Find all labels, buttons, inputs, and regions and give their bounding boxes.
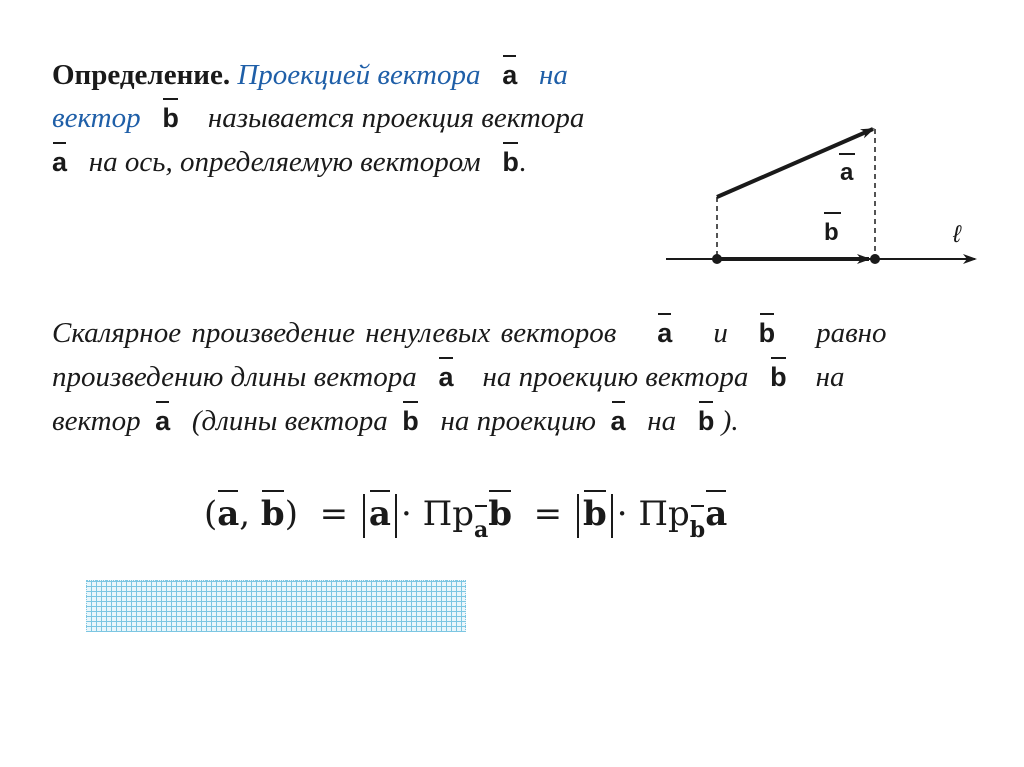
vector-b-symbol: b	[162, 103, 179, 133]
vector-a-label: a	[840, 159, 854, 186]
scalar-text: на проекцию	[440, 405, 596, 437]
vector-b-symbol: b	[402, 406, 419, 436]
projection-diagram	[640, 110, 1010, 280]
abs-bar	[395, 494, 397, 538]
scalar-text: и	[713, 317, 728, 349]
definition-line-1	[52, 58, 568, 92]
formula-projection: Пр	[422, 494, 474, 534]
formula-vector-b: b	[582, 494, 607, 534]
vector-a-symbol: a	[155, 406, 171, 436]
formula-vector-a: a	[217, 494, 240, 534]
definition-term: Определение.	[52, 59, 231, 91]
abs-bar	[577, 494, 579, 538]
vector-b-symbol: b	[502, 147, 519, 177]
vector-a-symbol: a	[657, 318, 673, 348]
scalar-text: на	[815, 361, 845, 393]
scalar-text: произведению длины вектора	[52, 361, 417, 393]
formula-comma: ,	[239, 494, 251, 534]
vector-a-symbol: a	[502, 60, 518, 90]
definition-text: вектор	[52, 102, 141, 134]
formula-equals: =	[533, 494, 563, 534]
scalar-text: (длины вектора	[191, 405, 388, 437]
abs-bar	[611, 494, 613, 538]
formula-vector-b: b	[260, 494, 285, 534]
projection-point	[712, 254, 722, 264]
vector-a-symbol: a	[52, 147, 68, 177]
definition-text: называется проекция вектора	[207, 102, 585, 134]
formula-dot: ·	[400, 494, 412, 534]
formula-vector-a: a	[705, 494, 728, 534]
formula-dot: ·	[616, 494, 628, 534]
definition-line-3	[52, 145, 526, 179]
vector-b-symbol: b	[770, 362, 787, 392]
formula-vector-b: b	[488, 494, 513, 534]
formula-projection: Пр	[638, 494, 690, 534]
vector-a-symbol: a	[438, 362, 454, 392]
scalar-text: равно	[816, 317, 887, 349]
vector-a-symbol: a	[610, 406, 626, 436]
formula-equals: =	[319, 494, 349, 534]
vector-b-symbol: b	[758, 318, 776, 348]
scalar-text: на проекцию вектора	[482, 361, 749, 393]
projection-point	[870, 254, 880, 264]
scalar-line-2	[52, 360, 845, 394]
scalar-line-1	[52, 316, 887, 350]
definition-text: Проекцией вектора	[237, 59, 481, 91]
scalar-text: вектор	[52, 405, 141, 437]
formula-paren-open: (	[204, 494, 218, 534]
axis-label: ℓ	[953, 221, 961, 248]
scalar-line-3	[52, 404, 739, 438]
formula-vector-a: a	[368, 494, 391, 534]
abs-bar	[363, 494, 365, 538]
definition-text: на	[538, 59, 568, 91]
definition-line-2	[52, 101, 584, 135]
formula-subscript-a: a	[474, 508, 488, 552]
formula-subscript-b: b	[690, 508, 705, 552]
period: .	[518, 146, 527, 178]
vector-b-label: b	[824, 219, 839, 246]
formula-paren-close: )	[284, 494, 298, 534]
vector-b-symbol: b	[697, 406, 715, 436]
scalar-text: ).	[721, 405, 739, 437]
scalar-product-formula	[204, 492, 727, 541]
scalar-text: Скалярное произведение ненулевых векторов	[52, 317, 617, 349]
scalar-text: на	[647, 405, 677, 437]
dotted-grid-box	[86, 580, 466, 632]
definition-text: на ось, определяемую вектором	[88, 146, 481, 178]
